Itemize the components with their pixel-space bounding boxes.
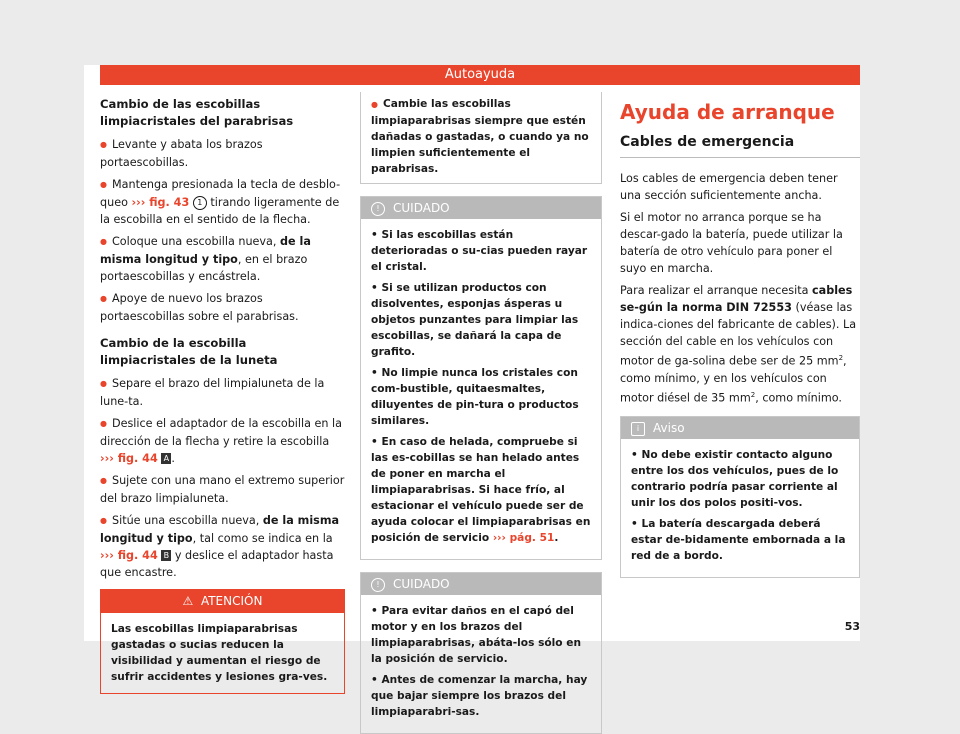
step <box>100 512 345 581</box>
page-link[interactable]: ››› pág. 51 <box>492 532 555 544</box>
step <box>100 176 345 228</box>
notice-title: Aviso <box>653 421 685 436</box>
step-text: Deslice el adaptador de la escobilla en la dirección de la flecha y retire la escobilla <box>100 417 343 448</box>
caution-box <box>360 196 602 560</box>
column-middle <box>360 96 602 734</box>
caution-item: • En caso de helada, compruebe si las es-cobillas se han helado antes de poner en marcha el limpiaparabrisas. Si hace frío, al estacionar el vehículo puede ser de ayuda colocar el limpiaparabrisas en posición de servicio ››› pág. 51. <box>371 436 591 544</box>
notice-body <box>621 439 859 577</box>
step-text: Coloque una escobilla nueva, <box>111 235 281 248</box>
info-circle-icon: ! <box>371 578 385 592</box>
column-right <box>620 96 860 578</box>
caution-item: • Para evitar daños en el capó del motor y en los brazos del limpiaparabrisas, abáta-los sólo en la posición de servicio. <box>371 605 581 665</box>
step <box>100 290 345 325</box>
caution-header <box>361 573 601 595</box>
section-title: Ayuda de arranque <box>620 100 835 124</box>
step-text: tirando ligeramente de la escobilla en el sentido de la flecha. <box>100 196 340 226</box>
caution-title: CUIDADO <box>393 201 450 215</box>
callout-number: 1 <box>193 196 207 210</box>
step <box>100 233 345 285</box>
caution-text: En caso de helada, compruebe si las es-cobillas se han helado antes de poner en marcha el limpiaparabrisas. Si hace frío, al estacionar el vehículo puede ser de ayuda colocar el limpiaparabrisas en posición de servicio <box>371 436 591 544</box>
notice-header <box>621 417 859 439</box>
figure-link[interactable]: ››› fig. 43 <box>131 196 190 209</box>
warning-box <box>100 589 345 694</box>
notice-item: • No debe existir contacto alguno entre los dos vehículos, pues de lo contrario podría pasar corriente al unir los dos polos positi-vos. <box>631 449 839 510</box>
caution-text: Para evitar daños en el capó del motor y en los brazos del limpiaparabrisas, abáta-los sólo en la posición de servicio. <box>371 605 581 665</box>
step-text: . <box>171 452 175 465</box>
superscript: 2 <box>838 354 844 362</box>
caution-item: • Si las escobillas están deterioradas o su-cias pueden rayar el cristal. <box>371 229 588 273</box>
heading-rear-wiper: Cambio de la escobilla limpiacristales de la luneta <box>100 336 278 367</box>
caution-header <box>361 197 601 219</box>
section-header: Autoayuda <box>100 65 860 85</box>
page-number: 53 <box>844 620 860 633</box>
warning-title: ATENCIÓN <box>200 594 263 608</box>
caution-text: . <box>554 532 559 544</box>
paragraph-emphasis: cables se-gún la norma DIN 72553 <box>620 284 853 314</box>
step-text: Mantenga presionada la tecla de desblo-queo <box>100 178 341 209</box>
caution-text: No limpie nunca los cristales con com-bustible, quitaesmaltes, diluyentes de pin-tura o productos similares. <box>371 367 579 427</box>
notice-item: • La batería descargada deberá estar de-bidamente embornada a la red de a bordo. <box>631 518 846 563</box>
warning-header <box>101 590 344 613</box>
step-text: Sujete con una mano el extremo superior del brazo limpialuneta. <box>100 474 345 505</box>
paragraph: Si el motor no arranca porque se ha descar-gado la batería, puede utilizar la batería de otro vehículo para poner el suyo en marcha. <box>620 211 843 275</box>
step-emphasis: de la misma longitud y tipo <box>100 235 311 266</box>
notice-text: No debe existir contacto alguno entre los dos vehículos, pues de lo contrario podría pasar corriente al unir los dos polos positi-vos. <box>631 449 839 510</box>
step-text: , tal como se indica en la <box>192 532 333 545</box>
superscript: 2 <box>750 390 756 399</box>
step <box>100 375 345 410</box>
heading-windshield-wipers: Cambio de las escobillas limpiacristales del parabrisas <box>100 97 294 128</box>
continued-box <box>360 92 602 184</box>
column-left <box>100 96 345 694</box>
paragraph-text: (véase las indica-ciones del fabricante de cables). La sección del cable en los vehículos con motor de ga-solina debe ser de 25 mm <box>620 301 857 368</box>
step <box>100 415 345 467</box>
step <box>100 136 345 171</box>
figure-link[interactable]: ››› fig. 44 <box>100 452 158 465</box>
caution-body <box>361 219 601 559</box>
warning-triangle-icon: ⚠ <box>182 594 194 608</box>
info-circle-icon: ! <box>371 202 385 216</box>
info-icon: i <box>631 422 645 436</box>
step-text: , en el brazo portaescobillas y encástrela. <box>100 253 308 283</box>
caution-item: • Si se utilizan productos con disolventes, esponjas ásperas u objetos punzantes para limpiar las escobillas, se dañará la capa de grafito. <box>371 282 579 358</box>
notice-box <box>620 416 860 578</box>
caution-text: Antes de comenzar la marcha, hay que bajar siempre los brazos del limpiaparabri-sas. <box>371 674 588 718</box>
caution-text: Si se utilizan productos con disolventes, esponjas ásperas u objetos punzantes para limpiar las escobillas, se dañará la capa de grafito. <box>371 282 579 358</box>
notice-text: La batería descargada deberá estar de-bidamente embornada a la red de a bordo. <box>631 518 846 563</box>
caution-item: • No limpie nunca los cristales con com-bustible, quitaesmaltes, diluyentes de pin-tura o productos similares. <box>371 367 579 427</box>
callout-letter: A <box>161 453 171 464</box>
box-text: Cambie las escobillas limpiaparabrisas siempre que estén dañadas o gastadas, o cuando ya no limpien suficientemente el parabrisas. <box>371 98 589 175</box>
step <box>100 472 345 507</box>
paragraph <box>620 282 860 406</box>
caution-body <box>361 595 601 733</box>
caution-item: • Antes de comenzar la marcha, hay que bajar siempre los brazos del limpiaparabri-sas. <box>371 674 588 718</box>
paragraph-text: Para realizar el arranque necesita <box>620 284 813 297</box>
caution-text: Si las escobillas están deterioradas o su-cias pueden rayar el cristal. <box>371 229 588 273</box>
bullet-icon: ● <box>371 100 378 109</box>
step-emphasis: de la misma longitud y tipo <box>100 514 340 545</box>
figure-link[interactable]: ››› fig. 44 <box>100 549 158 562</box>
paragraph: Los cables de emergencia deben tener una sección suficientemente ancha. <box>620 172 838 202</box>
step-text: y deslice el adaptador hasta que encastre. <box>100 549 334 579</box>
caution-box <box>360 572 602 734</box>
subsection-title: Cables de emergencia <box>620 134 860 158</box>
warning-text: Las escobillas limpiaparabrisas gastadas o sucias reducen la visibilidad y aumentan el riesgo de sufrir accidentes y lesiones gra-ves. <box>111 623 328 683</box>
step-text: Apoye de nuevo los brazos portaescobillas sobre el parabrisas. <box>100 292 299 323</box>
paragraph-text: , como mínimo, y en los vehículos con motor diésel de 35 mm <box>620 354 847 405</box>
step-text: Levante y abata los brazos portaescobillas. <box>100 138 263 169</box>
step-text: Separe el brazo del limpialuneta de la lune-ta. <box>100 377 325 408</box>
caution-title: CUIDADO <box>393 577 450 591</box>
step-text: Sitúe una escobilla nueva, <box>111 514 263 527</box>
callout-letter: B <box>161 550 171 561</box>
paragraph-text: , como mínimo. <box>755 391 842 405</box>
